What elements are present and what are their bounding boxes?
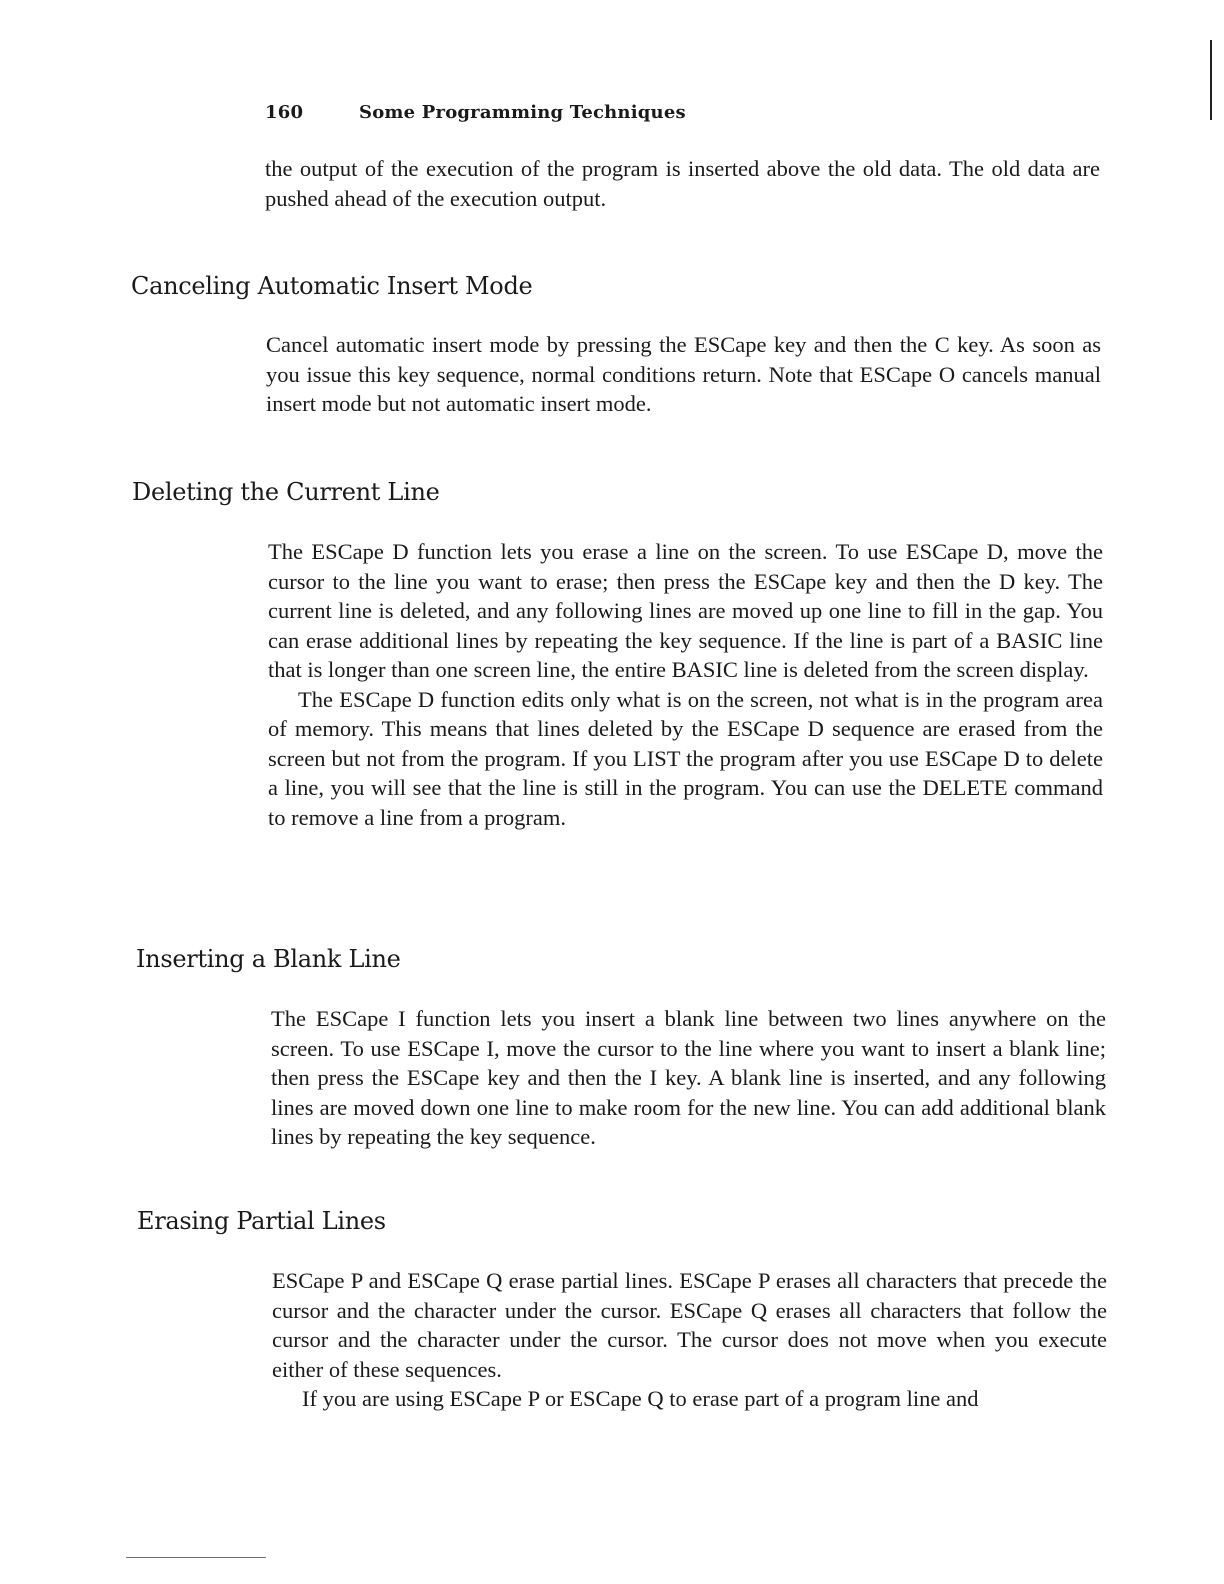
paragraph: ESCape P and ESCape Q erase partial lines. ESCape P erases all characters that precede the cursor and the character under the cursor. ESCape Q erases all characters that follow the cursor and the character under the cursor. The cursor does not move when you execute either of these sequences. xyxy=(272,1268,1107,1382)
section-heading-erasing-partial-lines: Erasing Partial Lines xyxy=(137,1207,386,1235)
paragraph: The ESCape D function lets you erase a line on the screen. To use ESCape D, move the cursor to the line you want to erase; then press the ESCape key and then the D key. The current line is deleted, and any following lines are moved up one line to fill in the gap. You can erase additional lines by repeating the key sequence. If the line is part of a BASIC line that is longer than one screen line, the entire BASIC line is deleted from the screen display. xyxy=(268,539,1103,682)
section-body-erasing-partial-lines xyxy=(272,1266,1107,1414)
section-body-canceling-automatic-insert-mode xyxy=(266,330,1101,419)
paragraph: Cancel automatic insert mode by pressing the ESCape key and then the C key. As soon as you issue this key sequence, normal conditions return. Note that ESCape O cancels manual insert mode but not automatic insert mode. xyxy=(266,332,1101,416)
paragraph: If you are using ESCape P or ESCape Q to erase part of a program line and xyxy=(302,1386,979,1411)
section-heading-deleting-the-current-line: Deleting the Current Line xyxy=(132,478,440,506)
page-number: 160 xyxy=(265,102,304,123)
section-body-inserting-a-blank-line xyxy=(271,1004,1106,1152)
paragraph: The ESCape D function edits only what is on the screen, not what is in the program area of memory. This means that lines deleted by the ESCape D sequence are erased from the screen but not from the program. If you LIST the program after you use ESCape D to delete a line, you will see that the line is still in the program. You can use the DELETE command to remove a line from a program. xyxy=(268,686,1103,830)
intro-paragraph: the output of the execution of the program is inserted above the old data. The old data are pushed ahead of the execution output. xyxy=(265,156,1100,211)
intro-continuation xyxy=(265,154,1100,213)
section-heading-inserting-a-blank-line: Inserting a Blank Line xyxy=(136,945,401,973)
section-body-deleting-the-current-line xyxy=(268,537,1103,832)
chapter-title: Some Programming Techniques xyxy=(359,102,686,123)
scan-edge-mark xyxy=(1210,40,1212,120)
footer-rule xyxy=(126,1557,266,1558)
paragraph: The ESCape I function lets you insert a blank line between two lines anywhere on the screen. To use ESCape I, move the cursor to the line where you want to insert a blank line; then press the ESCape key and then the I key. A blank line is inserted, and any following lines are moved down one line to make room for the new line. You can add additional blank lines by repeating the key sequence. xyxy=(271,1006,1106,1149)
section-heading-canceling-automatic-insert-mode: Canceling Automatic Insert Mode xyxy=(131,272,533,300)
running-head xyxy=(265,102,686,123)
